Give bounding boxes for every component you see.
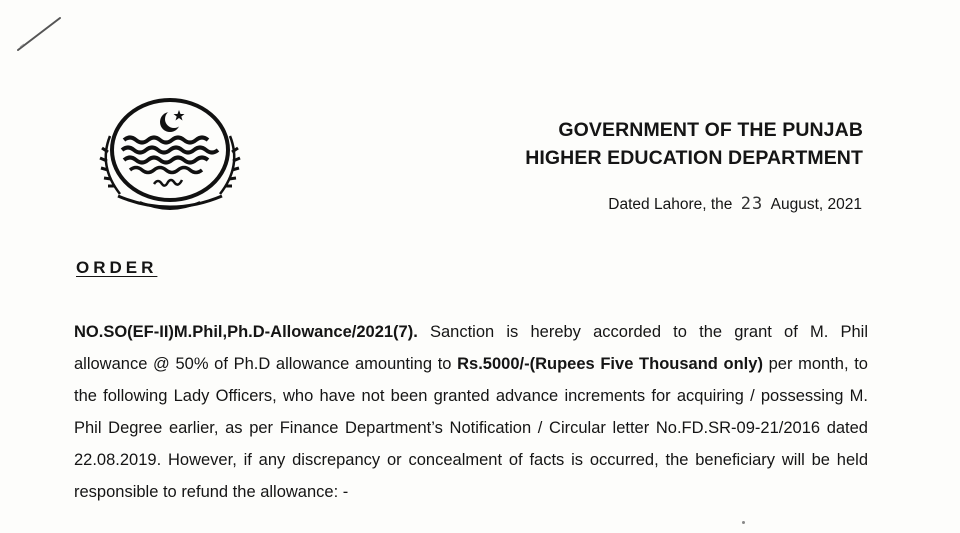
order-body: [74, 316, 868, 508]
punjab-emblem-icon: [88, 96, 252, 218]
order-text-part1: Sanction is hereby accorded to the grant of M. Phil allowance @ 50% of Ph.D allowance amounting to: [74, 323, 868, 373]
order-reference: NO.SO(EF-II)M.Phil,Ph.D-Allowance/2021(7).: [74, 323, 418, 341]
dated-suffix: August, 2021: [770, 196, 862, 213]
order-title: ORDER: [76, 258, 158, 277]
department-header: [525, 116, 863, 172]
order-amount: Rs.5000/-(Rupees Five Thousand only): [457, 355, 763, 373]
government-title: GOVERNMENT OF THE PUNJAB: [558, 119, 863, 141]
pen-mark-icon: [14, 14, 64, 54]
dated-line: [608, 194, 862, 214]
department-title: HIGHER EDUCATION DEPARTMENT: [525, 147, 863, 169]
scan-speck: [742, 521, 745, 524]
order-text-part2: per month, to the following Lady Officers, who have not been granted advance increments for acquiring / possessing M. Phil Degree earlier, as per Finance Department’s Notification / Circular letter No.FD.SR-09-21/2016 dated 22.08.2019. However, if any discrepancy or concealment of facts is occurred, the beneficiary will be held responsible to refund the allowance: -: [74, 355, 868, 501]
dated-day: 23: [740, 194, 764, 214]
dated-prefix: Dated Lahore, the: [608, 196, 733, 213]
